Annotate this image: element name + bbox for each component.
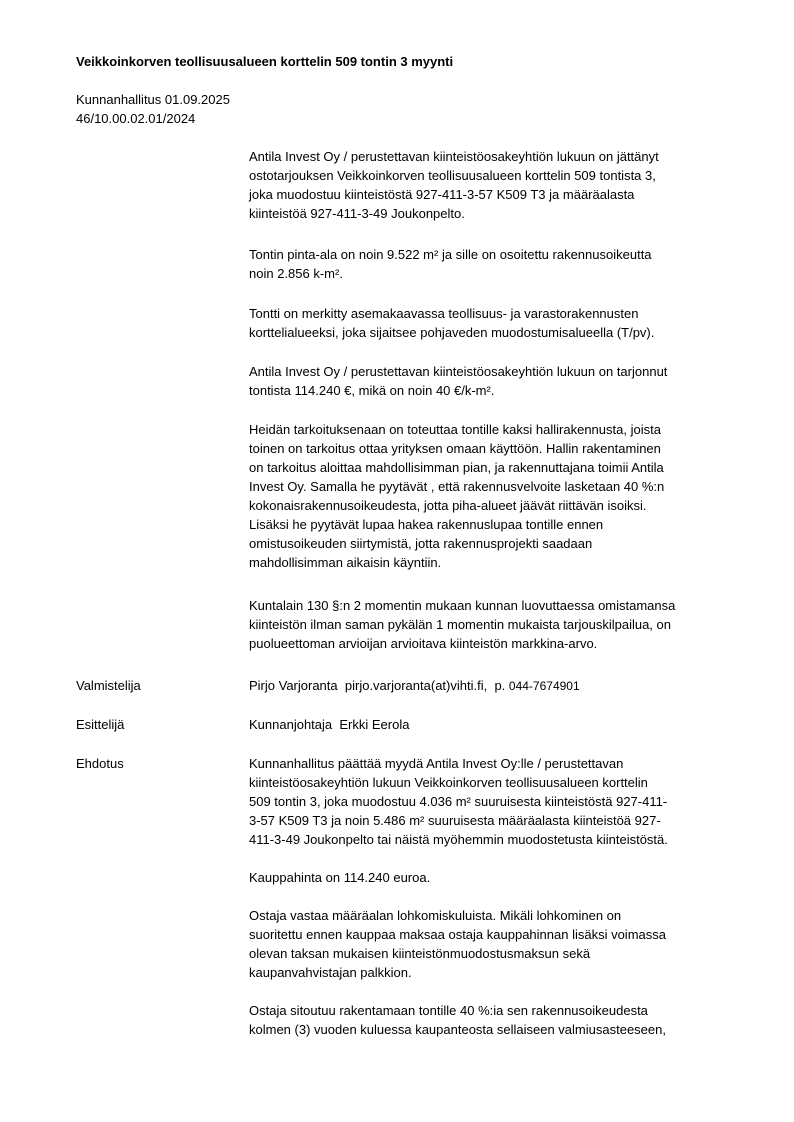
proposal-text (249, 754, 744, 1039)
background-paragraph: Tontin pinta-ala on noin 9.522 m² ja sille on osoitettu rakennusoikeutta noin 2.856 k-m². (249, 247, 652, 281)
presenter-label: Esittelijä (76, 717, 125, 732)
proposal-paragraph: Ostaja vastaa määräalan lohkomiskuluista. Mikäli lohkominen on suoritettu ennen kauppaa maksaa ostaja kauppahinnan lisäksi voimassa olevan taksan mukaisen kiinteistönmuodostusmaksun sekä kaupanvahvistajan palkkion. (249, 908, 666, 980)
meeting-info: Kunnanhallitus 01.09.2025 (76, 92, 230, 107)
preparer-email: pirjo.varjoranta(at)vihti.fi, (344, 678, 488, 693)
preparer-phone-prefix: p. (494, 678, 506, 693)
proposal-label: Ehdotus (76, 756, 124, 771)
background-paragraph: Heidän tarkoituksenaan on toteuttaa tontille kaksi hallirakennusta, joista toinen on tarkoitus ottaa yrityksen omaan käyttöön. Hallin rakentaminen on tarkoitus aloittaa mahdollisimman pian, ja rakennuttajana toimii Antila Invest Oy. Samalla he pyytävät , että rakennusvelvoite lasketaan 40 %:n kokonaisrakennusoikeudesta, jotta piha-alueet jäävät riittävän isoiksi. Lisäksi he pyytävät lupaa hakea rakennuslupaa tontille ennen omistusoikeuden siirtymistä, jotta rakennusprojekti saadaan mahdollisimman aikaisin käyntiin. (249, 422, 665, 570)
background-paragraph: Tontti on merkitty asemakaavassa teollisuus- ja varastorakennusten korttelialueeksi, joka sijaitsee pohjaveden muodostumisalueella (T/pv). (249, 306, 655, 340)
preparer-name: Pirjo Varjoranta (249, 678, 338, 693)
preparer-phone: 044-7674901 (508, 679, 580, 693)
document-title: Veikkoinkorven teollisuusalueen korttelin 509 tontin 3 myynti (76, 54, 454, 69)
background-paragraph: Kuntalain 130 §:n 2 momentin mukaan kunnan luovuttaessa omistamansa kiinteistön ilman saman pykälän 1 momentin mukaista tarjouskilpailua, on puolueettoman arvioijan arvioitava kiinteistön markkina-arvo. (249, 598, 676, 651)
proposal-paragraph: Ostaja sitoutuu rakentamaan tontille 40 %:ia sen rakennusoikeudesta kolmen (3) vuoden kuluessa kaupanteosta sellaiseen valmiusasteeseen, (249, 1003, 666, 1037)
record-number: 46/10.00.02.01/2024 (76, 111, 196, 126)
preparer-label: Valmistelija (76, 678, 141, 693)
presenter-value: Kunnanjohtaja Erkki Eerola (249, 717, 410, 732)
proposal-paragraph: Kunnanhallitus päättää myydä Antila Invest Oy:lle / perustettavan kiinteistöosakeyhtiön lukuun Veikkoinkorven teollisuusalueen korttelin 509 tontin 3, joka muodostuu 4.036 m² suuruisesta kiinteistöstä 927-411- 3-57 K509 T3 ja noin 5.486 m² suuruisesta määräalasta kiinteistöä 927- 411-3-49 Joukonpelto tai näistä myöhemmin muodostetusta kiinteistöstä. (249, 756, 668, 847)
background-paragraph: Antila Invest Oy / perustettavan kiinteistöosakeyhtiön lukuun on jättänyt ostotarjouksen Veikkoinkorven teollisuusalueen korttelin 509 tontista 3, joka muodostuu kiinteistöstä 927-411-3-57 K509 T3 ja määräalasta kiinteistöä 927-411-3-49 Joukonpelto. (249, 149, 659, 221)
proposal-paragraph: Kauppahinta on 114.240 euroa. (249, 870, 431, 885)
background-paragraph: Antila Invest Oy / perustettavan kiinteistöosakeyhtiön lukuun on tarjonnut tontista 114.240 €, mikä on noin 40 €/k-m². (249, 364, 668, 398)
preparer-info (249, 676, 580, 696)
document-meta (76, 90, 230, 128)
